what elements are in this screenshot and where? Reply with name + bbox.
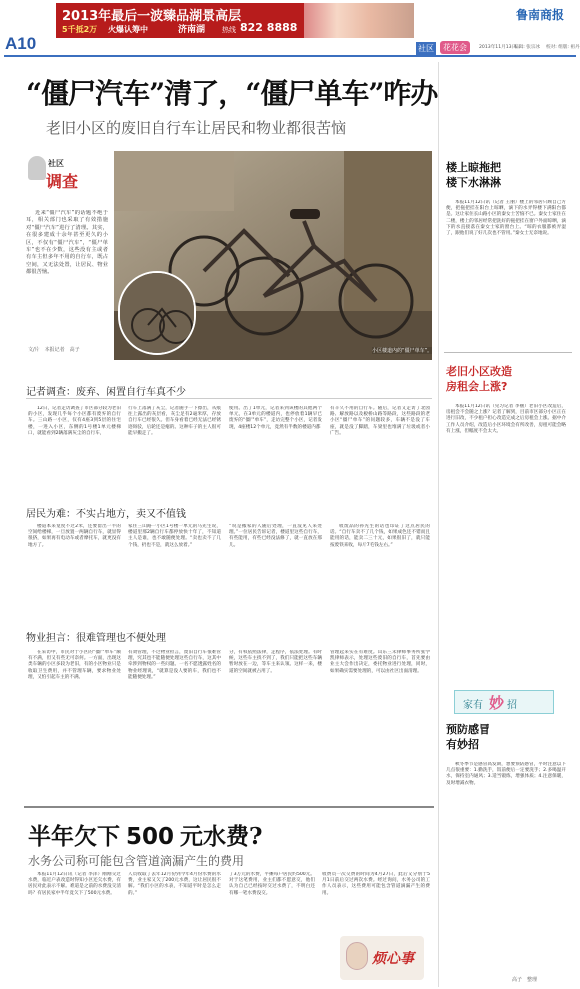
badge-figure-icon bbox=[28, 156, 46, 180]
s1-col-2-text: 行车上落满了灰尘，记者随手一下擦出，从痕往上露出的灰层看，灰尘足有2毫米厚，存放自行车已经很久。但车身看着已经无法已经锈迹斑驳，后轮还是瘪的。这种车子的主人很可能早搬走了。 bbox=[128, 406, 221, 436]
survey-badge bbox=[24, 152, 90, 198]
sidebar-divider bbox=[438, 62, 439, 987]
stamp-badge bbox=[340, 936, 424, 980]
w-col-4 bbox=[322, 872, 430, 897]
byline: 文/片 本报记者 高子 bbox=[28, 347, 80, 353]
section-pill-text: 花花 bbox=[443, 43, 459, 52]
s3-col-1 bbox=[28, 650, 121, 681]
w-col-2 bbox=[128, 872, 221, 897]
stamp-text: 烦心事 bbox=[372, 951, 414, 967]
ad-phone: 822 8888 bbox=[240, 21, 298, 34]
masthead-date: 2013年11月13日 bbox=[479, 45, 517, 50]
s2-col-4-text: 收废品的孙先生的话也印证了这点居民的话。“自行车卖不了几个钱，如果成色还不错而且能用的话，能卖二三十元，如果很旧了，就只能按废铁来收，每斤7毛钱左右。” bbox=[330, 524, 430, 548]
w-col-1 bbox=[28, 872, 121, 897]
stamp-face-icon bbox=[346, 942, 368, 970]
section-pill-text-2: 会 bbox=[459, 43, 467, 52]
s2-col-1-text: 楼道本来宽度不过2米，还要留出一半的空间给楼梯，一旦放置一两辆自行车，就显得很挤，如果再有电动车或者摩托车，就更没有地方了。 bbox=[28, 524, 121, 548]
water-headline-b: 元水费? bbox=[180, 823, 263, 850]
s2-col-3 bbox=[229, 524, 322, 549]
s1-col-4 bbox=[330, 406, 430, 437]
sidebar-story-1 bbox=[446, 160, 566, 237]
side-rule-1 bbox=[444, 352, 572, 353]
ad-banner[interactable] bbox=[56, 3, 414, 38]
inset-photo-art bbox=[120, 273, 196, 355]
lede-paragraph bbox=[26, 210, 108, 277]
bottom-separator bbox=[24, 806, 434, 808]
section-heading-2: 居民为难：不实占地方，卖又不值钱 bbox=[26, 509, 186, 520]
sidebar-story-3 bbox=[446, 722, 566, 787]
section-rule-1 bbox=[26, 398, 432, 399]
side3-title: 预防感冒 有妙招 bbox=[446, 723, 490, 751]
water-headline-num: 500 bbox=[126, 824, 175, 850]
side2-title: 老旧小区改造 房租会上涨? bbox=[446, 365, 512, 393]
water-headline bbox=[28, 818, 263, 851]
w-col-4-text: 收费员一次交费的时间为4月27日，此后又分别于5月1日前后交过两次水费。经过询问，水务公司的工作人员表示，这些费用可能包含管道滴漏产生的费用。 bbox=[322, 872, 430, 896]
page-number: A10 bbox=[5, 34, 37, 53]
ad-phone-label: 热线 bbox=[222, 26, 236, 34]
side1-body: 本报11月12日讯（记者 王丽）楼上的邻居只顾自己方便，把拖把挂在阳台上晾晒，滴下的水弄得楼下满阳台都是。这让家住长山路小区的秦女士苦恼不已。秦女士家住在二楼，楼上的邻居经常把洗好的拖把挂在窗户外面晾晒，滴下的水直接落在秦女士家的窗台上。“晾的衣服都被弄湿了，跟他们说了好几次也不管用。”秦女士无奈地说。 bbox=[446, 200, 566, 237]
masthead-design: 校对: 组版: 祖丹 bbox=[546, 45, 580, 50]
s3-col-4-text: 管理起来实在有难度。山东三禾律师事务所张学凯律师表示，处理这些废旧的自行车，首先要由业主大会作出决定，委托物业进行处理，同时，如果确实需要处理的，可以由社区出面清理。 bbox=[330, 650, 430, 674]
photo-caption: 小区楼道内的“僵尸单车”。 bbox=[372, 348, 432, 354]
ad-headline: 2013年最后一波臻品湖景高层 bbox=[62, 9, 242, 24]
s3-col-1-text: 在采访中，市民对于小区的“僵尸单车”颇有不满，但又有些无可奈何。一方面，出现这类车辆的小区多较为老旧，有的小区物业只是收取卫生费用，并不管理车辆，要求物业处理，又怕引起车主的不满。 bbox=[28, 650, 121, 680]
masthead-editor: 编辑: 张宗冰 bbox=[514, 45, 540, 50]
side2-body: 本报11月12日讯（见习记者 李丽）老旧小区改造后，房租会不会随之上涨？记者了解到，目前市区部分小区正在进行旧改，不少租户担心改造完成之后房租会上涨。据中介工作人员介绍，改造后小区环境会有所改善，房租可能会略有上涨，但幅度不会太大。 bbox=[446, 404, 566, 434]
section-heading-1: 记者调查：废弃、闲置自行车真不少 bbox=[26, 387, 186, 398]
s1-col-4-text: 有辛久不用的自行车。随后，记者又走访了北园路、解放路以及板桥山路等路段，这些路段的老小区“僵尸单车”的问题较多，车辆不是没了车座，就是没了脚踏，车梁里也堆满了垃圾或者小广告。 bbox=[330, 406, 430, 436]
tips-badge-b: 妙 bbox=[489, 694, 505, 712]
w-col-1-text: 本报11月12日讯（记者 李泽）刚刚交过水费，临近户表改造时得知小区还欠水费，有居民对此表示不解。难道是之前的水费没交清吗？有居民家中半年竟欠下了500元水费。 bbox=[28, 872, 121, 896]
s2-col-2-text: 家住三山路一小区1号楼一单元的马先生说，楼道里那2辆自行车都停放快十年了，不知道主人是谁，也不敢随便处理。“卖也卖不了几个钱，扔也不是，就这么放着。” bbox=[128, 524, 221, 548]
s3-col-3 bbox=[229, 650, 322, 675]
s2-col-2 bbox=[128, 524, 221, 549]
side3-credit: 高子 整理 bbox=[512, 977, 538, 983]
inset-photo bbox=[118, 271, 196, 355]
s1-col-3 bbox=[229, 406, 322, 431]
s2-col-3-text: “说是搬家的人随后处理，一直没见人来处理。”一位居民告诉记者，楼道里这些自行车，有些能用，有些已经没法修了，就一直放在那儿。 bbox=[229, 524, 322, 548]
s3-col-3-text: 分，有权依照法律，走程序，依法处理。有时候，这些车主找不到了，我们只能把这些车辆暂时放在一边，等车主来认领。这样一来，楼道的空间就被占用了。 bbox=[229, 650, 322, 674]
lede-text: 近来“僵尸汽车”的话题不绝于耳，相关部门也采取了有效措施对“僵尸汽车”进行了清理。其实，在很多建成十余年甚至更久的小区，不仅有“僵尸汽车”，“僵尸单车”也不在少数，这些没有主或者有车主但多年不用的自行车，既占空间，又无法处置，让居民、物业都很苦恼。 bbox=[26, 210, 108, 276]
tips-badge-c: 招 bbox=[507, 700, 517, 711]
w-col-3-text: 了3万元的水费，平摊每户居民约500元。对于这笔费用，业主们都不愿意交，他们认为自己已经按时交过水费了，不明白还有哪一笔水费没交。 bbox=[229, 872, 315, 896]
w-col-2-text: 人员收取了去年12月份到今年4月份水费的水费，业主家又欠了200元水费，这让居民很不解。“我们小区的水表，不知道平时是怎么走的。” bbox=[128, 872, 221, 896]
water-headline-a: 半年欠下 bbox=[28, 823, 120, 850]
side3-body: 秋冬季节是感冒高发期，想要预防感冒，平时注意以下几点很重要：1.勤洗手，饭前便后一定要洗手；2.多喝温开水，保持室内通风；3.适当锻炼，增强体质；4.注意保暖，及时增减衣物。 bbox=[446, 762, 566, 786]
main-subtitle: 老旧小区的废旧自行车让居民和物业都很苦恼 bbox=[46, 119, 347, 137]
paper-name: 鲁南商报 bbox=[516, 8, 565, 22]
badge-main: 调查 bbox=[46, 172, 79, 191]
s3-col-2 bbox=[128, 650, 221, 681]
s1-col-2 bbox=[128, 406, 221, 437]
s2-col-1 bbox=[28, 524, 121, 549]
tips-badge bbox=[454, 690, 554, 714]
tips-badge-a: 家有 bbox=[463, 700, 483, 711]
ad-status: 火爆认筹中 bbox=[108, 25, 148, 34]
s1-col-1-text: 12日，记者走访调查了市区部分较为老旧的小区，发现几乎每个小区都有废弃的自行车。三山路一小区，仅有4座3到5层的住宅楼，一进入小区，东侧的1号楼1单元楼梯口，就能看到2辆落满灰尘的自行车， bbox=[28, 406, 121, 436]
bicycle-photo bbox=[114, 151, 432, 360]
section-label: 社区 bbox=[418, 44, 434, 53]
section-heading-3: 物业担言：很难管理也不便处理 bbox=[26, 633, 166, 644]
s2-col-4 bbox=[330, 524, 430, 549]
masthead-rule bbox=[4, 55, 576, 57]
s1-col-1 bbox=[28, 406, 121, 437]
side1-title: 楼上晾拖把 楼下水淋淋 bbox=[446, 161, 501, 189]
main-headline: “僵尸汽车”清了，“僵尸单车”咋办 bbox=[26, 77, 438, 110]
s3-col-2-text: 有效管理，不过物业担言，废旧自行车很难管理，究其也不能随便处理这些自行车，这其中牵涉到物权的一些问题。一名不愿透露姓名的物业经理说，“就算是没人要的车，我们也不能随便处理。” bbox=[128, 650, 221, 680]
section-pill bbox=[440, 41, 470, 54]
badge-top: 社区 bbox=[48, 159, 64, 168]
ad-photo bbox=[304, 3, 414, 38]
w-col-3 bbox=[229, 872, 315, 897]
ad-brand: 济南湖 bbox=[178, 25, 206, 35]
sidebar-story-2 bbox=[446, 364, 566, 435]
masthead bbox=[0, 0, 580, 56]
s3-col-4 bbox=[330, 650, 430, 675]
s1-col-3-text: 使用。出了1单元，记者来到该楼的其他两个单元，在3单元的楼道内，也停放着1辆早已废弃的“僵尸单车”，走访完整个小区，记者发现，4座楼12个单元，竟然有半数的楼道内都 bbox=[229, 406, 322, 430]
water-subtitle: 水务公司称可能包含管道滴漏产生的费用 bbox=[28, 854, 245, 868]
ad-offer: 5千抵2万 bbox=[62, 25, 98, 34]
